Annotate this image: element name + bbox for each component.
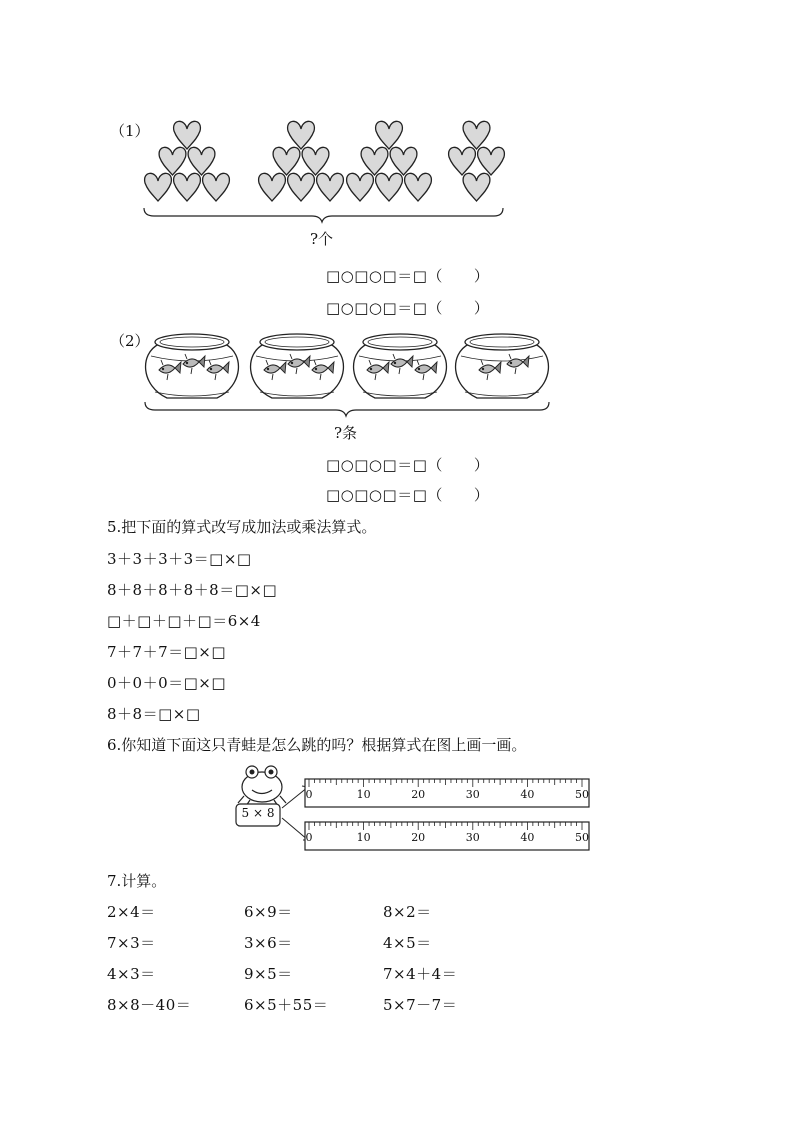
ruler-body [305,779,589,807]
ruler-tick-label: 20 [411,788,426,801]
q7-item[interactable]: 6×9＝ [244,903,293,921]
part1-equation-2[interactable]: □○□○□＝□（ ） [326,299,490,317]
part2-label: （2） [110,332,150,350]
ruler-tick-label: 10 [356,831,371,844]
part1-equation-1[interactable]: □○□○□＝□（ ） [326,267,490,285]
part1-label: （1） [110,122,150,140]
q5-title: 5.把下面的算式改写成加法或乘法算式。 [107,518,377,536]
q7-item[interactable]: 6×5＋55＝ [244,996,329,1014]
ruler-tick-label: 40 [520,831,535,844]
q7-item[interactable]: 8×2＝ [383,903,432,921]
q5-line-4[interactable]: 7＋7＋7＝□×□ [107,643,227,661]
q7-item[interactable]: 7×3＝ [107,934,156,952]
ruler-tick-label: 40 [520,788,535,801]
q7-item[interactable]: 7×4＋4＝ [383,965,458,983]
frog-sign-text: 5 × 8 [241,806,275,820]
q7-item[interactable]: 2×4＝ [107,903,156,921]
ruler-tick-label: 0 [305,788,313,801]
q5-line-6[interactable]: 8＋8＝□×□ [107,705,201,723]
ruler-body [305,822,589,850]
ruler-tick-label: 50 [575,831,589,844]
ruler-tick-label: 50 [575,788,589,801]
part1-brace-label: ?个 [310,230,334,248]
q7-title: 7.计算。 [107,872,167,890]
q7-item[interactable]: 4×5＝ [383,934,432,952]
number-line-ruler-2[interactable] [305,822,589,850]
q7-item[interactable]: 9×5＝ [244,965,293,983]
number-line-ruler-1[interactable] [305,779,589,807]
part2-brace-label: ?条 [334,424,358,442]
q5-line-2[interactable]: 8＋8＋8＋8＋8＝□×□ [107,581,278,599]
ruler-tick-label: 30 [465,831,480,844]
part2-equation-1[interactable]: □○□○□＝□（ ） [326,456,490,474]
q5-line-1[interactable]: 3＋3＋3＋3＝□×□ [107,550,252,568]
frog-icon [238,766,286,806]
ruler-tick-label: 30 [465,788,480,801]
part2-equation-2[interactable]: □○□○□＝□（ ） [326,486,490,504]
ruler-tick-label: 10 [356,788,371,801]
ruler-tick-label: 0 [305,831,313,844]
ruler-tick-label: 20 [411,831,426,844]
q7-item[interactable]: 3×6＝ [244,934,293,952]
q5-line-5[interactable]: 0＋0＋0＝□×□ [107,674,227,692]
q7-item[interactable]: 8×8－40＝ [107,996,192,1014]
q7-item[interactable]: 5×7－7＝ [383,996,458,1014]
q7-item[interactable]: 4×3＝ [107,965,156,983]
q5-line-3[interactable]: □＋□＋□＋□＝6×4 [107,612,261,630]
q6-title: 6.你知道下面这只青蛙是怎么跳的吗？根据算式在图上画一画。 [107,736,527,754]
